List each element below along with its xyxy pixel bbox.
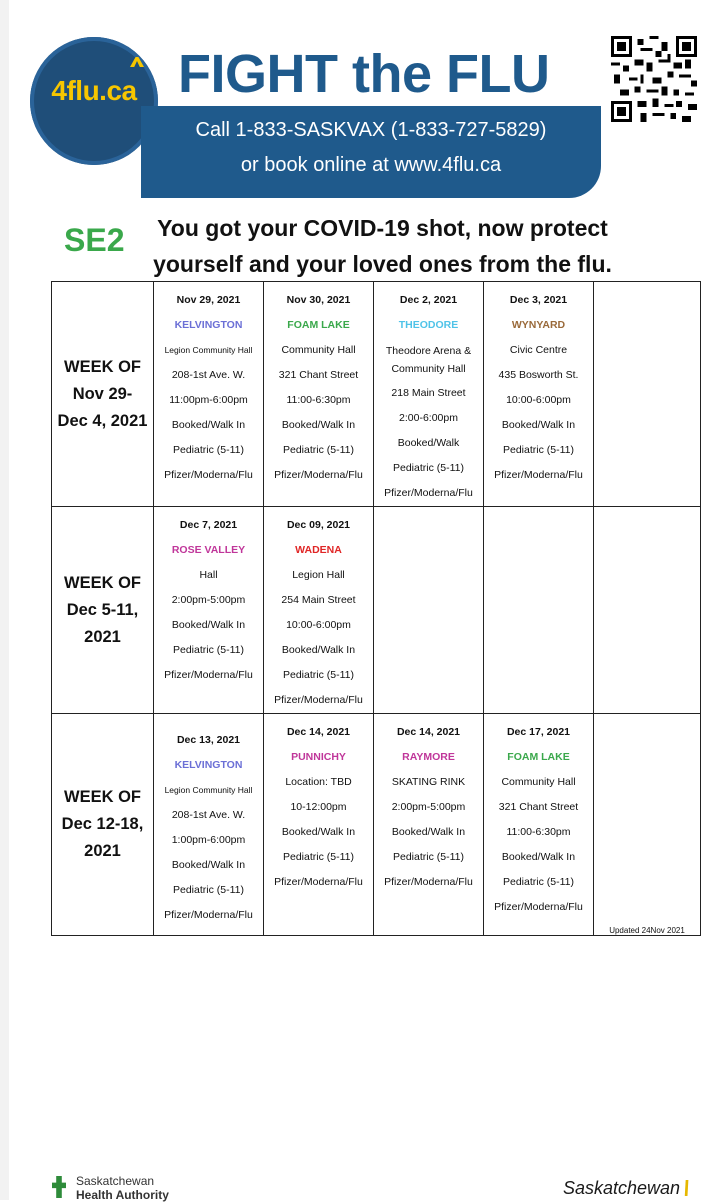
clinic-detail: 208-1st Ave. W.	[171, 809, 246, 821]
online-line	[141, 154, 601, 177]
clinic-detail: Community Hall	[501, 776, 576, 788]
clinic-detail: Pediatric (5-11)	[173, 444, 244, 456]
week-label-line: 2021	[84, 627, 121, 646]
clinic-cell	[374, 282, 484, 507]
clinic-detail: Pediatric (5-11)	[393, 462, 464, 474]
clinic-detail: Booked/Walk In	[391, 826, 466, 838]
clinic-detail: Pediatric (5-11)	[503, 444, 574, 456]
clinic-cell	[374, 714, 484, 936]
clinic-detail: Pfizer/Moderna/Flu	[164, 909, 253, 921]
clinic-detail: Booked/Walk In	[171, 619, 246, 631]
banner-title: FIGHT the FLU	[178, 44, 550, 104]
clinic-detail: Booked/Walk In	[171, 419, 246, 431]
clinic-detail: Pfizer/Moderna/Flu	[164, 469, 253, 481]
week-label	[52, 507, 154, 714]
empty-cell	[594, 507, 701, 714]
clinic-detail: 2:00pm-5:00pm	[391, 801, 466, 813]
clinic-detail: Booked/Walk In	[171, 859, 246, 871]
clinic-detail: Pediatric (5-11)	[393, 851, 464, 863]
week-row	[52, 714, 701, 936]
logo-text: 4flu.ca	[51, 75, 137, 106]
week-label-line: WEEK OF	[64, 357, 141, 376]
clinic-detail: 10-12:00pm	[290, 801, 347, 813]
region-code: SE2	[64, 222, 125, 258]
call-line	[141, 119, 601, 142]
clinic-detail: 10:00-6:00pm	[286, 619, 351, 631]
headline	[140, 210, 625, 282]
clinic-detail: Pfizer/Moderna/Flu	[494, 901, 583, 913]
page-edge	[0, 0, 9, 1200]
clinic-detail: Hall	[199, 569, 218, 581]
clinic-location: RAYMORE	[402, 751, 455, 763]
clinic-detail: 11:00-6:30pm	[506, 826, 571, 838]
health-authority-cross-icon	[52, 1176, 66, 1198]
clinic-detail: 208-1st Ave. W.	[171, 369, 246, 381]
headline-line-2: yourself and your loved ones from the flu.	[153, 251, 612, 277]
logo-accent-icon	[130, 57, 144, 67]
sha-name-line-1: Saskatchewan	[76, 1174, 155, 1188]
clinic-detail: 218 Main Street	[391, 387, 466, 399]
clinic-date: Dec 3, 2021	[509, 294, 568, 306]
clinic-detail: Pediatric (5-11)	[173, 884, 244, 896]
clinic-cell	[484, 282, 594, 507]
clinic-detail: Booked/Walk In	[501, 419, 576, 431]
week-label-line: 2021	[84, 842, 121, 860]
clinic-location: FOAM LAKE	[507, 751, 570, 763]
clinic-detail: Booked/Walk In	[501, 851, 576, 863]
week-label-line: WEEK OF	[64, 573, 141, 592]
clinic-detail: Legion Community Hall	[164, 345, 253, 355]
clinic-detail: Pediatric (5-11)	[283, 669, 354, 681]
clinic-detail: 1:00pm-6:00pm	[171, 834, 246, 846]
clinic-detail: Pediatric (5-11)	[503, 876, 574, 888]
qr-code-icon[interactable]	[611, 36, 697, 122]
clinic-detail: 321 Chant Street	[278, 369, 359, 381]
clinic-detail: Pfizer/Moderna/Flu	[384, 876, 473, 888]
clinic-detail: 254 Main Street	[281, 594, 356, 606]
clinic-location: WYNYARD	[511, 319, 566, 331]
clinic-location: ROSE VALLEY	[171, 544, 246, 556]
week-label-line: Dec 12-18,	[61, 815, 144, 833]
clinic-cell	[154, 714, 264, 936]
empty-cell	[594, 282, 701, 507]
clinic-cell	[264, 507, 374, 714]
clinic-detail: Community Hall	[281, 344, 356, 356]
clinic-detail: 435 Bosworth St.	[498, 369, 579, 381]
clinic-date: Nov 30, 2021	[286, 294, 351, 306]
clinic-detail: Legion Community Hall	[164, 785, 253, 795]
clinic-detail: Booked/Walk In	[281, 419, 356, 431]
clinic-detail: Pfizer/Moderna/Flu	[384, 487, 473, 499]
clinic-detail: Location: TBD	[285, 776, 352, 788]
empty-cell	[484, 507, 594, 714]
clinic-detail: Pfizer/Moderna/Flu	[274, 876, 363, 888]
4flu-logo	[30, 37, 158, 165]
week-row	[52, 282, 701, 507]
clinic-cell	[154, 282, 264, 507]
clinic-detail: Pediatric (5-11)	[283, 851, 354, 863]
week-label-line: Dec 5-11,	[66, 600, 139, 619]
clinic-detail: Booked/Walk In	[281, 644, 356, 656]
clinic-location: WADENA	[295, 544, 342, 556]
clinic-detail: 11:00pm-6:00pm	[169, 394, 248, 406]
clinic-detail: Civic Centre	[509, 344, 568, 356]
week-label	[52, 714, 154, 936]
clinic-location: THEODORE	[398, 319, 459, 331]
clinic-detail: Pfizer/Moderna/Flu	[164, 669, 253, 681]
wheat-icon	[682, 1180, 691, 1196]
empty-cell	[374, 507, 484, 714]
clinic-cell	[264, 714, 374, 936]
clinic-date: Dec 09, 2021	[286, 519, 351, 531]
clinic-detail: Legion Hall	[292, 569, 345, 581]
clinic-date: Dec 14, 2021	[396, 726, 461, 738]
clinic-detail: Booked/Walk	[397, 437, 460, 449]
clinic-detail: 11:00-6:30pm	[286, 394, 351, 406]
week-row	[52, 507, 701, 714]
week-label-line: Nov 29-	[72, 384, 133, 403]
clinic-date: Dec 13, 2021	[176, 734, 241, 746]
clinic-detail: Pfizer/Moderna/Flu	[494, 469, 583, 481]
clinic-location: PUNNICHY	[291, 751, 346, 763]
updated-note: Updated 24Nov 2021	[594, 714, 701, 936]
clinic-date: Dec 14, 2021	[286, 726, 351, 738]
clinic-detail: 321 Chant Street	[498, 801, 579, 813]
clinic-schedule-table	[51, 281, 701, 936]
clinic-detail: Booked/Walk In	[281, 826, 356, 838]
week-label-line: WEEK OF	[64, 788, 141, 806]
clinic-date: Nov 29, 2021	[176, 294, 241, 306]
clinic-cell	[264, 282, 374, 507]
clinic-date: Dec 17, 2021	[506, 726, 571, 738]
clinic-location: FOAM LAKE	[287, 319, 350, 331]
clinic-detail: Pediatric (5-11)	[173, 644, 244, 656]
saskatchewan-wordmark: Saskatchewan	[563, 1178, 681, 1198]
clinic-detail: 2:00pm-5:00pm	[171, 594, 246, 606]
clinic-location: KELVINGTON	[174, 319, 243, 331]
clinic-cell	[484, 714, 594, 936]
week-label	[52, 282, 154, 507]
clinic-detail: Pfizer/Moderna/Flu	[274, 694, 363, 706]
clinic-location: KELVINGTON	[174, 759, 243, 771]
banner-box	[141, 106, 601, 198]
online-text: or book online at www.4flu.ca	[240, 154, 502, 176]
clinic-detail: 10:00-6:00pm	[506, 394, 571, 406]
clinic-detail: 2:00-6:00pm	[399, 412, 458, 424]
week-label-line: Dec 4, 2021	[57, 411, 148, 430]
headline-line-1: You got your COVID-19 shot, now protect	[157, 215, 608, 241]
clinic-date: Dec 7, 2021	[179, 519, 238, 531]
clinic-cell	[154, 507, 264, 714]
clinic-detail: Theodore Arena & Community Hall	[385, 345, 472, 375]
clinic-detail: Pediatric (5-11)	[283, 444, 354, 456]
clinic-detail: Pfizer/Moderna/Flu	[274, 469, 363, 481]
clinic-date: Dec 2, 2021	[399, 294, 458, 306]
clinic-detail: SKATING RINK	[391, 776, 466, 788]
call-text: Call 1-833-SASKVAX (1-833-727-5829)	[195, 119, 547, 141]
saskatchewan-logo	[563, 1178, 691, 1199]
sha-name-line-2: Health Authority	[76, 1188, 169, 1202]
